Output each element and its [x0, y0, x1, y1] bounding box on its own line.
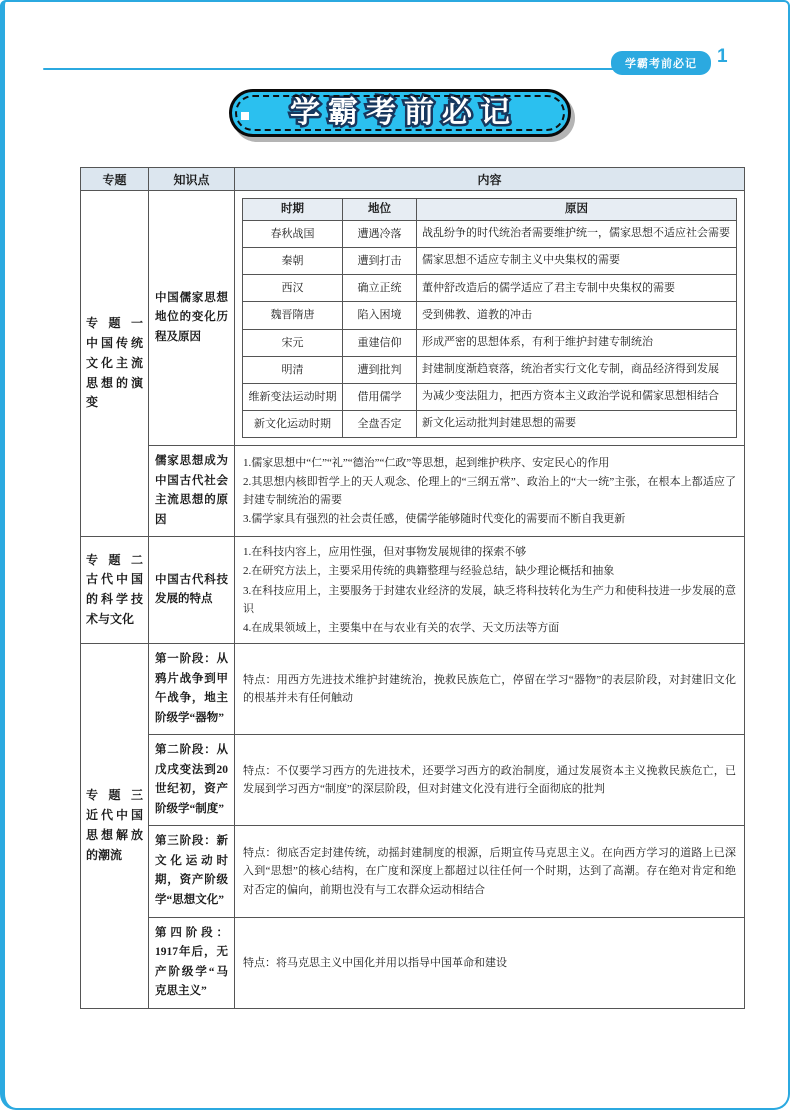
period-cell: 新文化运动时期: [243, 410, 343, 437]
reason-cell: 新文化运动批判封建思想的需要: [417, 410, 737, 437]
topic2-point1-label: 中国古代科技发展的特点: [149, 537, 235, 644]
col-header-point: 知识点: [149, 168, 235, 191]
status-cell: 重建信仰: [343, 329, 417, 356]
inner-row: [243, 275, 737, 302]
topic1-label: 专题一 中国传统文化主流思想的演变: [81, 191, 149, 537]
col-header-content: 内容: [235, 168, 745, 191]
topic1-point1-content: [235, 191, 745, 446]
topic3-label: 专题三 近代中国思想解放的潮流: [81, 644, 149, 1009]
status-cell: 陷入困境: [343, 302, 417, 329]
table-header-row: [81, 168, 745, 191]
page-number: 1: [717, 46, 728, 67]
row-topic3-stage2: [81, 735, 745, 826]
inner-header-row: [243, 199, 737, 221]
reason-cell: 封建制度渐趋衰落，统治者实行文化专制，商品经济得到发展: [417, 356, 737, 383]
content-line: 2.其思想内核即哲学上的天人观念、伦理上的“三纲五常”、政治上的“大一统”主张，在根本上都适应了封建专制统治的需要: [243, 476, 736, 507]
period-cell: 春秋战国: [243, 221, 343, 248]
page-title: 学霸考前必记: [290, 96, 518, 129]
row-topic1-point1: [81, 191, 745, 446]
reason-cell: 受到佛教、道教的冲击: [417, 302, 737, 329]
topic3-stage3-content: 特点：彻底否定封建传统，动摇封建制度的根源，后期宣传马克思主义。在向西方学习的道路上已深入到“思想”的核心结构，在广度和深度上都超过以往任何一个时期，达到了高潮。存在绝对肯定和绝对否定的偏向，前期也没有与工农群众运动相结合: [235, 826, 745, 917]
row-topic3-stage1: [81, 644, 745, 735]
inner-col-header-reason: 原因: [417, 199, 737, 221]
topic3-stage2-content: 特点：不仅要学习西方的先进技术，还要学习西方的政治制度，通过发展资本主义挽救民族危亡，已发展到学习西方“制度”的深层阶段，但对封建文化没有进行全面彻底的批判: [235, 735, 745, 826]
period-cell: 维新变法运动时期: [243, 383, 343, 410]
reason-cell: 战乱纷争的时代统治者需要维护统一，儒家思想不适应社会需要: [417, 221, 737, 248]
status-cell: 全盘否定: [343, 410, 417, 437]
inner-row: [243, 302, 737, 329]
topic1-point2-content: [235, 446, 745, 537]
topic3-stage4-label: 第四阶段：1917年后，无产阶级学“马克思主义”: [149, 917, 235, 1008]
topic3-stage1-content: 特点：用西方先进技术维护封建统治，挽救民族危亡，停留在学习“器物”的表层阶段，对封建旧文化的根基并未有任何触动: [235, 644, 745, 735]
period-cell: 明清: [243, 356, 343, 383]
confucianism-status-table: [242, 198, 737, 438]
status-cell: 确立正统: [343, 275, 417, 302]
inner-row: [243, 221, 737, 248]
status-cell: 借用儒学: [343, 383, 417, 410]
inner-row: [243, 329, 737, 356]
reason-cell: 为减少变法阻力，把西方资本主义政治学说和儒家思想相结合: [417, 383, 737, 410]
period-cell: 秦朝: [243, 248, 343, 275]
inner-row: [243, 383, 737, 410]
inner-row: [243, 248, 737, 275]
row-topic3-stage3: [81, 826, 745, 917]
main-table: [80, 167, 745, 1009]
reason-cell: 儒家思想不适应专制主义中央集权的需要: [417, 248, 737, 275]
header-badge: 学霸考前必记: [611, 51, 711, 75]
topic3-stage3-label: 第三阶段：新文化运动时期，资产阶级学“思想文化”: [149, 826, 235, 917]
period-cell: 魏晋隋唐: [243, 302, 343, 329]
title-banner: [229, 89, 571, 137]
topic1-point1-label: 中国儒家思想地位的变化历程及原因: [149, 191, 235, 446]
content-line: 2.在研究方法上，主要采用传统的典籍整理与经验总结，缺少理论概括和抽象: [243, 565, 615, 578]
status-cell: 遭遇冷落: [343, 221, 417, 248]
topic3-stage1-label: 第一阶段：从鸦片战争到甲午战争，地主阶级学“器物”: [149, 644, 235, 735]
reason-cell: 董仲舒改造后的儒学适应了君主专制中央集权的需要: [417, 275, 737, 302]
content-line: 3.在科技应用上，主要服务于封建农业经济的发展，缺乏将科技转化为生产力和使科技进一步发展的意识: [243, 584, 736, 615]
banner-deco-square: [241, 112, 249, 120]
inner-row: [243, 356, 737, 383]
content-line: 1.在科技内容上，应用性强，但对事物发展规律的探索不够: [243, 546, 527, 559]
row-topic1-point2: [81, 446, 745, 537]
reason-cell: 形成严密的思想体系，有利于维护封建专制统治: [417, 329, 737, 356]
row-topic3-stage4: [81, 917, 745, 1008]
inner-col-header-period: 时期: [243, 199, 343, 221]
header-rule: [43, 68, 703, 70]
status-cell: 遭到打击: [343, 248, 417, 275]
col-header-topic: 专题: [81, 168, 149, 191]
period-cell: 西汉: [243, 275, 343, 302]
content-line: 1.儒家思想中“仁”“礼”“德治”“仁政”等思想，起到维护秩序、安定民心的作用: [243, 456, 610, 469]
content-line: 4.在成果领域上，主要集中在与农业有关的农学、天文历法等方面: [243, 621, 560, 634]
inner-row: [243, 410, 737, 437]
topic3-stage2-label: 第二阶段：从戊戌变法到20世纪初，资产阶级学“制度”: [149, 735, 235, 826]
content-line: 3.儒学家具有强烈的社会责任感，使儒学能够随时代变化的需要而不断自我更新: [243, 513, 626, 526]
topic3-stage4-content: 特点：将马克思主义中国化并用以指导中国革命和建设: [235, 917, 745, 1008]
inner-col-header-status: 地位: [343, 199, 417, 221]
topic2-label: 专题二 古代中国的科学技术与文化: [81, 537, 149, 644]
topic2-point1-content: [235, 537, 745, 644]
topic1-point2-label: 儒家思想成为中国古代社会主流思想的原因: [149, 446, 235, 537]
period-cell: 宋元: [243, 329, 343, 356]
row-topic2: [81, 537, 745, 644]
status-cell: 遭到批判: [343, 356, 417, 383]
